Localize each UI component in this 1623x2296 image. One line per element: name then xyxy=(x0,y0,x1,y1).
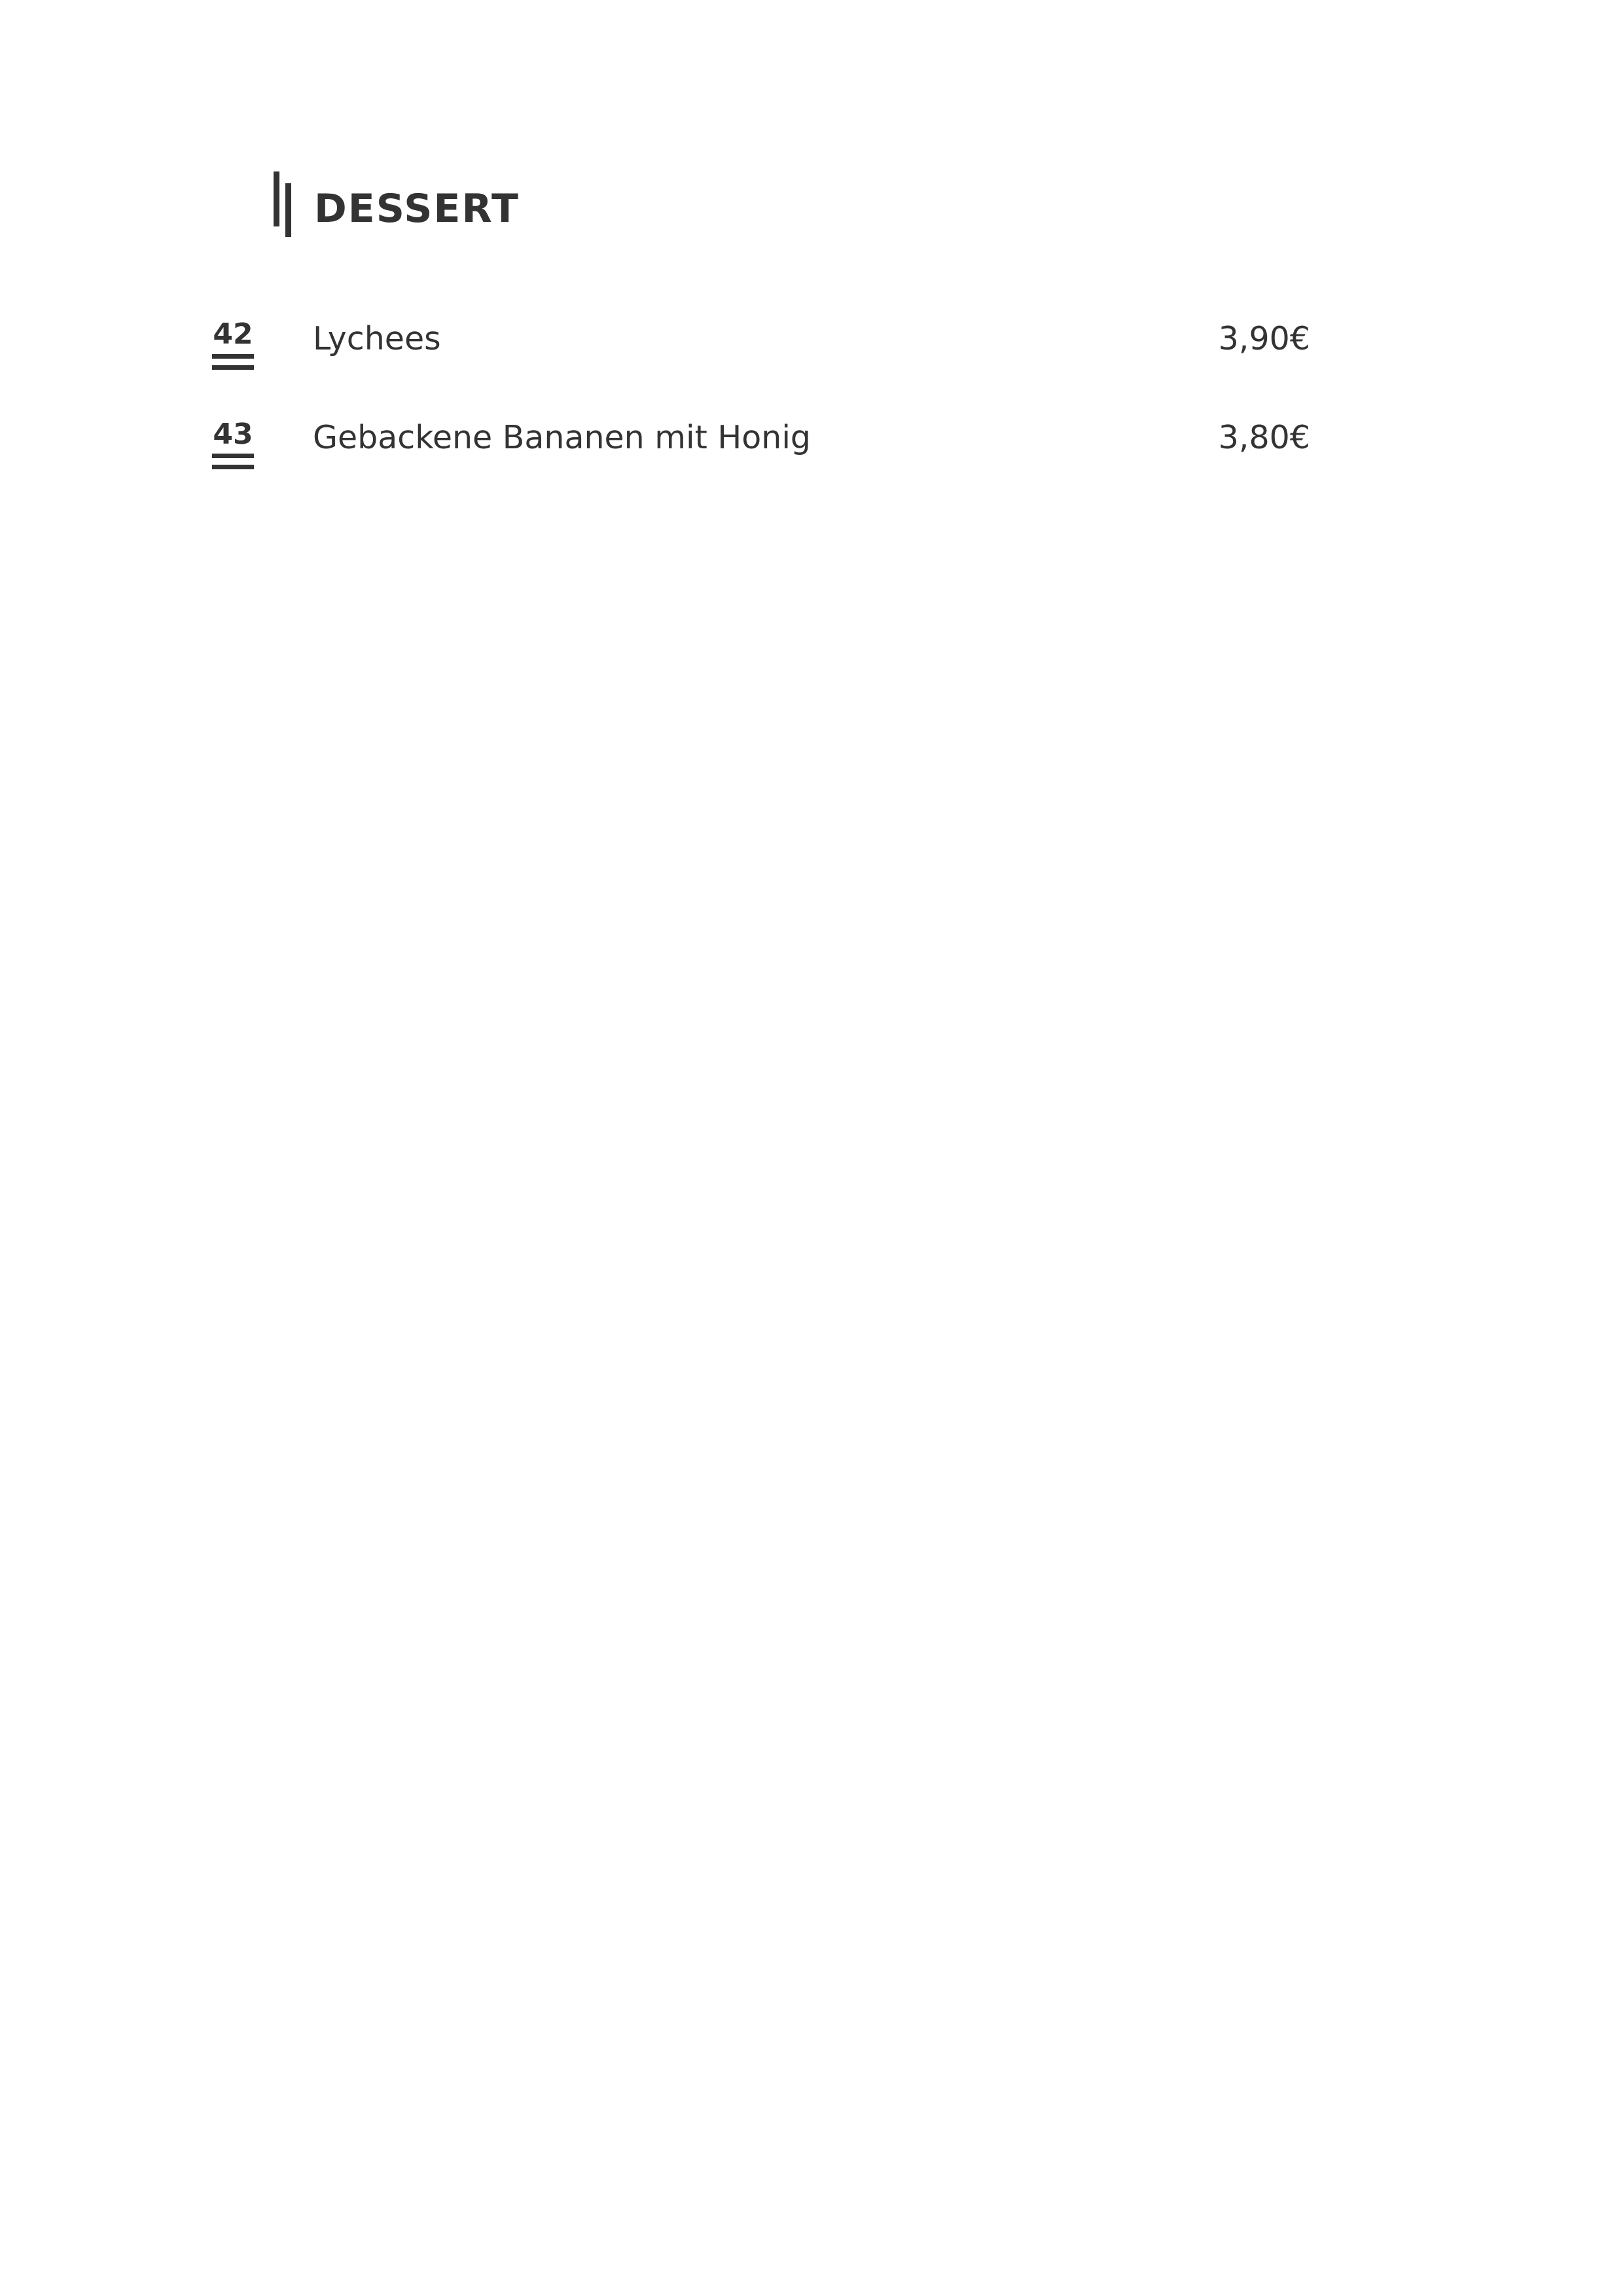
section-title: DESSERT xyxy=(314,186,520,232)
item-number: 42 xyxy=(213,317,253,351)
menu-item xyxy=(0,317,1623,383)
menu-item xyxy=(0,416,1623,482)
item-price: 3,90€ xyxy=(1218,320,1310,357)
double-bar-icon xyxy=(274,169,293,237)
item-number: 43 xyxy=(213,418,253,451)
item-price: 3,80€ xyxy=(1218,419,1310,456)
item-name: Lychees xyxy=(313,320,441,357)
item-name: Gebackene Bananen mit Honig xyxy=(313,419,812,456)
section-heading xyxy=(274,169,520,237)
double-underline-icon xyxy=(212,354,254,372)
double-underline-icon xyxy=(212,454,254,472)
